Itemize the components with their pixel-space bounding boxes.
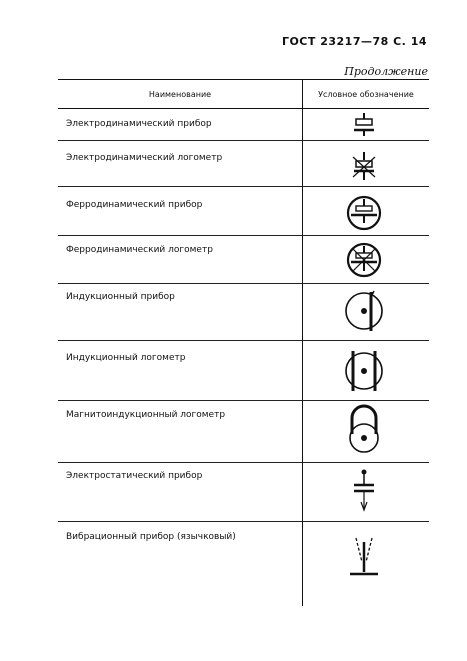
ferrodynamic-ratiometer-symbol-icon (322, 238, 406, 282)
electrodynamic-instrument-symbol-icon (322, 109, 406, 141)
column-header-symbol: Условное обозначение (318, 90, 414, 99)
row-label-electrostatic-instrument: Электростатический прибор (66, 471, 203, 481)
row-label-vibration-reed-instrument: Вибрационный прибор (язычковый) (66, 532, 236, 542)
magnetoinduction-ratiometer-symbol-icon (322, 400, 406, 458)
row-label-ferrodynamic-ratiometer: Ферродинамический логометр (66, 245, 213, 255)
row-label-induction-instrument: Индукционный прибор (66, 292, 175, 302)
row-rule (58, 186, 429, 187)
row-label-induction-ratiometer: Индукционный логометр (66, 353, 186, 363)
row-label-ferrodynamic-instrument: Ферродинамический прибор (66, 200, 203, 210)
electrostatic-instrument-symbol-icon (322, 466, 406, 518)
header-code: ГОСТ 23217—78 С. 14 (281, 35, 427, 48)
row-label-electrodynamic-ratiometer: Электродинамический логометр (66, 153, 223, 163)
table-top-rule (58, 79, 429, 80)
continuation-label: Продолжение (344, 65, 428, 78)
electrodynamic-ratiometer-symbol-icon (322, 148, 406, 186)
row-label-magnetoinduction-ratiometer: Магнитоиндукционный логометр (66, 410, 226, 420)
row-rule (58, 235, 429, 236)
row-rule (58, 283, 429, 284)
column-header-name: Наименование (148, 90, 212, 99)
row-rule (58, 140, 429, 141)
row-rule (58, 521, 429, 522)
row-label-electrodynamic-instrument: Электродинамический прибор (66, 119, 212, 129)
column-divider (302, 80, 303, 606)
row-rule (58, 340, 429, 341)
vibration-reed-instrument-symbol-icon (322, 528, 406, 584)
induction-ratiometer-symbol-icon (322, 343, 406, 397)
row-rule (58, 462, 429, 463)
induction-instrument-symbol-icon (322, 285, 406, 337)
ferrodynamic-instrument-symbol-icon (322, 190, 406, 236)
